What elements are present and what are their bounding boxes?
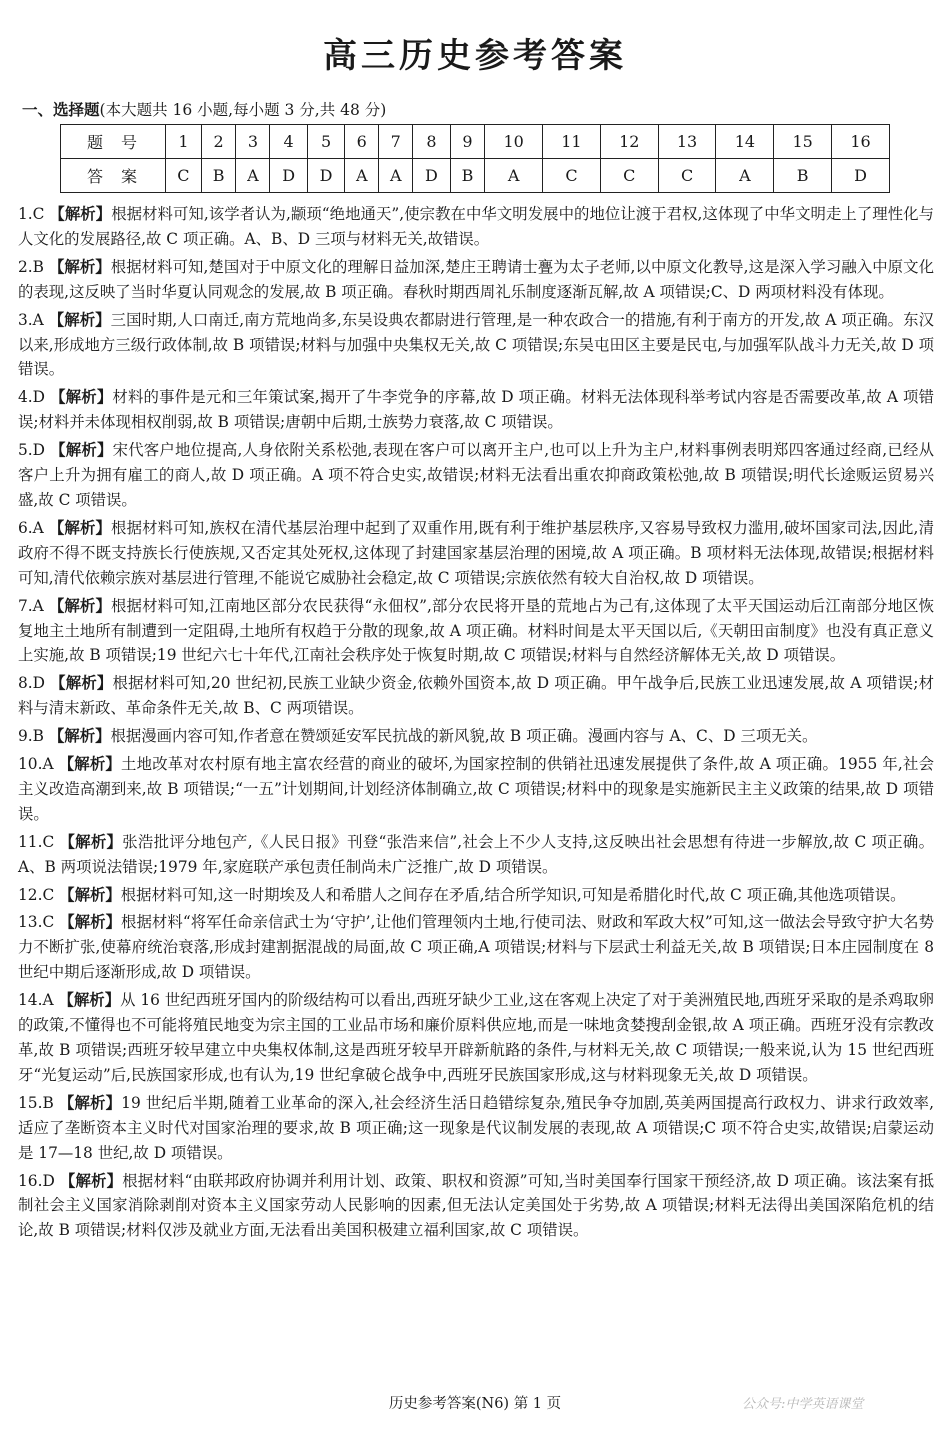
item-text: 材料的事件是元和三年策试案,揭开了牛李党争的序幕,故 D 项正确。材料无法体现科举考试内容是否需要改革,故 A 项错误;材料并未体现相权削弱,故 B 项错误;唐朝中后期,士族势力衰落,故 C 项错误。 bbox=[18, 388, 934, 432]
explanation-item bbox=[18, 910, 934, 985]
item-text: 根据材料可知,这一时期埃及人和希腊人之间存在矛盾,结合所学知识,可知是希腊化时代,故 C 项正确,其他选项错误。 bbox=[120, 885, 906, 904]
explanation-item bbox=[18, 255, 934, 305]
item-text: 三国时期,人口南迁,南方荒地尚多,东吴设典农都尉进行管理,是一种农政合一的措施,有利于南方的开发,故 A 项正确。东汉以来,形成地方三级行政体制,故 B 项错误;材料与加强中央集权无关,故 C 项错误;东吴屯田区主要是民屯,与加强军队战斗力无关,故 D 项错误。 bbox=[18, 310, 934, 379]
item-number: 2.B bbox=[18, 257, 44, 276]
answer-cell: A bbox=[236, 159, 270, 193]
answer-cell: D bbox=[307, 159, 344, 193]
item-text: 19 世纪后半期,随着工业革命的深入,社会经济生活日趋错综复杂,殖民争夺加剧,英美两国提高行政权力、讲求行政效率,适应了垄断资本主义时代对国家治理的要求,故 B 项正确;这一现象是代议制发展的表现,故 A 项错误;C 项不符合史实,故错误;启蒙运动是 17—18 世纪,故 D 项错误。 bbox=[18, 1093, 934, 1162]
question-number-row bbox=[61, 125, 890, 159]
item-text: 土地改革对农村原有地主富农经营的商业的破坏,为国家控制的供销社迅速发展提供了条件,故 A 项正确。1955 年,社会主义改造高潮到来,故 B 项错误;“一五”计划期间,计划经济体制确立,故 C 项错误;材料中的现象是实施新民主主义政策的结果,故 D 项错误。 bbox=[18, 755, 934, 823]
item-number: 8.D bbox=[18, 674, 46, 693]
analysis-tag: 【解析】 bbox=[49, 205, 112, 223]
item-number: 12.C bbox=[18, 885, 55, 904]
explanation-item bbox=[18, 516, 934, 591]
question-number: 4 bbox=[270, 125, 307, 159]
analysis-tag: 【解析】 bbox=[48, 727, 111, 746]
analysis-tag: 【解析】 bbox=[50, 388, 113, 407]
explanation-item bbox=[18, 438, 934, 513]
explanation-list bbox=[18, 202, 934, 1246]
item-text: 从 16 世纪西班牙国内的阶级结构可以看出,西班牙缺少工业,这在客观上决定了对于美洲殖民地,西班牙采取的是杀鸡取卵的政策,不懂得也不可能将殖民地变为宗主国的工业品市场和廉价原料供应地,而是一味地贪婪搜刮金银,故 A 项正确。西班牙没有宗教改革,故 B 项错误;西班牙较早建立中央集权体制,这是西班牙较早开辟新航路的条件,与材料无关,故 C 项错误;一般来说,认为 15 世纪西班牙“光复运动”后,民族国家形成,也有认为,19 世纪拿破仑战争中,西班牙民族国家形成,这与材料现象无关,故 D 项错误。 bbox=[18, 991, 934, 1084]
analysis-tag: 【解析】 bbox=[59, 885, 121, 904]
explanation-item bbox=[18, 830, 934, 880]
item-text: 根据材料“由联邦政府协调并利用计划、政策、职权和资源”可知,当时美国奉行国家干预经济,故 D 项正确。该法案有抵制社会主义国家消除剥削对资本主义国家劳动人民影响的因素,但无法认定美国处于劣势,故 A 项错误;材料无法得出美国深陷危机的结论,故 B 项错误;材料仅涉及就业方面,无法看出美国积极建立福利国家,故 C 项错误。 bbox=[18, 1171, 934, 1240]
explanation-item bbox=[18, 202, 934, 252]
item-number: 6.A bbox=[18, 518, 44, 537]
item-text: 张浩批评分地包产,《人民日报》刊登“张浩来信”,社会上不少人支持,这反映出社会思想有待进一步解放,故 C 项正确。A、B 两项说法错误;1979 年,家庭联产承包责任制尚未广泛推广,故 D 项错误。 bbox=[18, 832, 934, 876]
answer-cell: B bbox=[450, 159, 485, 193]
answer-cell: B bbox=[774, 159, 832, 193]
question-number: 11 bbox=[543, 125, 601, 159]
analysis-tag: 【解析】 bbox=[50, 441, 113, 460]
answer-cell: C bbox=[166, 159, 202, 193]
item-number: 10.A bbox=[18, 755, 54, 774]
explanation-item bbox=[18, 671, 934, 721]
question-number: 5 bbox=[307, 125, 344, 159]
item-number: 14.A bbox=[18, 991, 54, 1010]
question-number: 10 bbox=[485, 125, 543, 159]
question-number: 3 bbox=[236, 125, 270, 159]
explanation-item bbox=[18, 1169, 934, 1244]
item-number: 11.C bbox=[18, 832, 55, 851]
answer-row bbox=[61, 159, 890, 193]
answer-table bbox=[60, 124, 890, 193]
explanation-item bbox=[18, 883, 934, 908]
page-title: 高三历史参考答案 bbox=[323, 36, 627, 76]
explanation-item bbox=[18, 594, 934, 669]
analysis-tag: 【解析】 bbox=[59, 832, 123, 851]
item-text: 根据材料可知,族权在清代基层治理中起到了双重作用,既有利于维护基层秩序,又容易导致权力滥用,破坏国家司法,因此,清政府不得不既支持族长行使族规,又否定其处死权,这体现了封建国家基层治理的困境,故 A 项正确。B 项材料无法体现,故错误;根据材料可知,清代依赖宗族对基层进行管理,不能说它威胁社会稳定,故 C 项错误;宗族依然有较大自治权,故 D 项错误。 bbox=[18, 518, 934, 587]
answer-cell: D bbox=[832, 159, 890, 193]
answer-cell: A bbox=[345, 159, 379, 193]
question-number: 1 bbox=[166, 125, 202, 159]
explanation-item bbox=[18, 752, 934, 827]
section-note: (本大题共 16 小题,每小题 3 分,共 48 分) bbox=[99, 101, 387, 119]
question-number: 8 bbox=[413, 125, 450, 159]
answer-cell: C bbox=[600, 159, 658, 193]
item-number: 15.B bbox=[18, 1093, 54, 1112]
analysis-tag: 【解析】 bbox=[50, 674, 113, 693]
section-heading bbox=[22, 98, 386, 120]
explanation-item bbox=[18, 1091, 934, 1166]
answer-cell: D bbox=[413, 159, 450, 193]
question-number: 6 bbox=[345, 125, 379, 159]
analysis-tag: 【解析】 bbox=[59, 913, 122, 932]
analysis-tag: 【解析】 bbox=[59, 1171, 123, 1190]
question-number: 2 bbox=[201, 125, 236, 159]
row-label-answer: 答案 bbox=[61, 159, 166, 193]
question-number: 9 bbox=[450, 125, 485, 159]
analysis-tag: 【解析】 bbox=[48, 257, 111, 276]
item-number: 4.D bbox=[18, 388, 46, 407]
item-number: 7.A bbox=[18, 596, 44, 615]
item-text: 根据漫画内容可知,作者意在赞颂延安军民抗战的新风貌,故 B 项正确。漫画内容与 A、C、D 三项无关。 bbox=[110, 727, 818, 746]
item-text: 宋代客户地位提高,人身依附关系松弛,表现在客户可以离开主户,也可以上升为主户,材料事例表明郑四客通过经商,已经从客户上升为拥有雇工的商人,故 D 项正确。A 项不符合史实,故错误;材料无法看出重农抑商政策松弛,故 B 项错误;明代长途贩运贸易兴盛,故 C 项错误。 bbox=[18, 441, 934, 509]
answer-cell: C bbox=[658, 159, 716, 193]
item-text: 根据材料可知,江南地区部分农民获得“永佃权”,部分农民将开垦的荒地占为己有,这体现了太平天国运动后江南部分地区恢复地主土地所有制遭到一定阻碍,土地所有权趋于分散的现象,故 A 项正确。材料时间是太平天国以后,《天朝田亩制度》也没有真正意义上实施,故 B 项错误;19 世纪六七十年代,江南社会秩序处于恢复时期,故 C 项错误;材料与自然经济解体无关,故 D 项错误。 bbox=[18, 596, 934, 665]
analysis-tag: 【解析】 bbox=[48, 596, 111, 615]
item-number: 9.B bbox=[18, 727, 44, 746]
item-text: 根据材料可知,楚国对于中原文化的理解日益加深,楚庄王聘请士亹为太子老师,以中原文化教导,这是深入学习融入中原文化的表现,这反映了当时华夏认同观念的发展,故 B 项正确。春秋时期西周礼乐制度逐渐瓦解,故 A 项错误;C、D 两项材料没有体现。 bbox=[18, 257, 934, 301]
analysis-tag: 【解析】 bbox=[48, 518, 112, 537]
row-label-number: 题号 bbox=[61, 125, 166, 159]
answer-cell: A bbox=[716, 159, 774, 193]
item-number: 3.A bbox=[18, 310, 44, 329]
explanation-item bbox=[18, 308, 934, 383]
answer-cell: D bbox=[270, 159, 307, 193]
page-footer: 历史参考答案(N6) 第 1 页 bbox=[388, 1396, 562, 1412]
item-number: 13.C bbox=[18, 913, 55, 932]
item-text: 根据材料可知,20 世纪初,民族工业缺少资金,依赖外国资本,故 D 项正确。甲午战争后,民族工业迅速发展,故 A 项错误;材料与清末新政、革命条件无关,故 B、C 两项错误。 bbox=[18, 674, 934, 718]
question-number: 16 bbox=[832, 125, 890, 159]
explanation-item bbox=[18, 724, 934, 749]
question-number: 12 bbox=[600, 125, 658, 159]
analysis-tag: 【解析】 bbox=[58, 1093, 122, 1112]
explanation-item bbox=[18, 988, 934, 1088]
question-number: 7 bbox=[379, 125, 413, 159]
item-text: 根据材料可知,该学者认为,颛顼“绝地通天”,使宗教在中华文明发展中的地位让渡于君权,这体现了中华文明走上了理性化与人文化的发展路径,故 C 项正确。A、B、D 三项与材料无关,故错误。 bbox=[18, 205, 934, 248]
answer-cell: B bbox=[201, 159, 236, 193]
watermark: 公众号:中学英语课堂 bbox=[742, 1397, 864, 1412]
analysis-tag: 【解析】 bbox=[48, 310, 111, 329]
question-number: 14 bbox=[716, 125, 774, 159]
section-title: 一、选择题 bbox=[22, 101, 100, 119]
item-number: 5.D bbox=[18, 441, 46, 460]
item-number: 16.D bbox=[18, 1171, 55, 1190]
answer-cell: A bbox=[379, 159, 413, 193]
question-number: 15 bbox=[774, 125, 832, 159]
analysis-tag: 【解析】 bbox=[58, 755, 122, 774]
answer-cell: A bbox=[485, 159, 543, 193]
analysis-tag: 【解析】 bbox=[58, 991, 121, 1010]
answer-cell: C bbox=[543, 159, 601, 193]
explanation-item bbox=[18, 385, 934, 435]
item-number: 1.C bbox=[18, 205, 45, 223]
item-text: 根据材料“将军任命亲信武士为‘守护’,让他们管理领内土地,行使司法、财政和军政大权”可知,这一做法会导致守护大名势力不断扩张,使幕府统治衰落,形成封建割据混战的局面,故 C 项正确,A 项错误;材料与下层武士利益无关,故 B 项错误;日本庄园制度在 8 世纪中期后逐渐形成,故 D 项错误。 bbox=[18, 913, 934, 982]
question-number: 13 bbox=[658, 125, 716, 159]
